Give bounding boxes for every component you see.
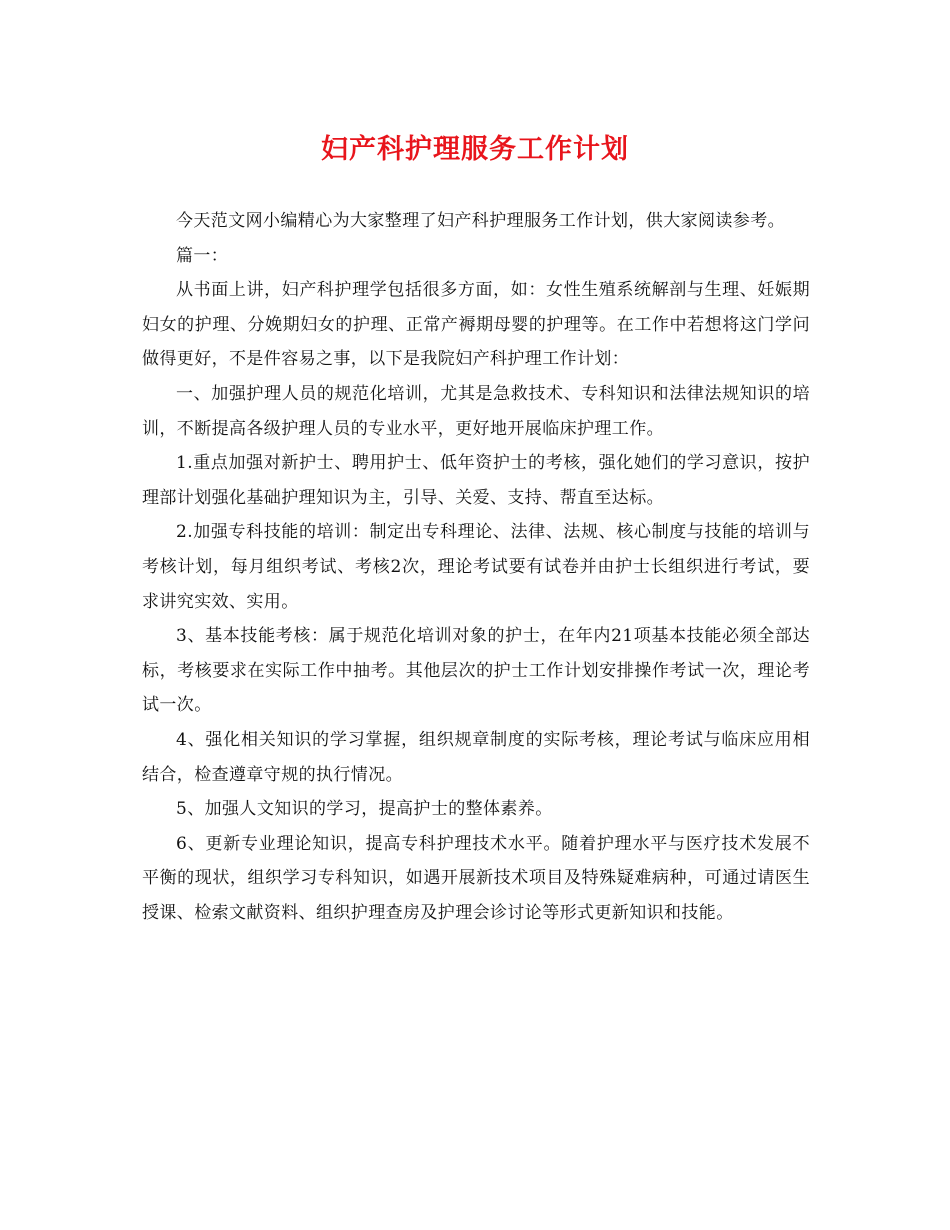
document-title: 妇产科护理服务工作计划 [321,134,629,165]
paragraph-overview: 从书面上讲，妇产科护理学包括很多方面，如：女性生殖系统解剖与生理、妊娠期妇女的护理、分娩期妇女的护理、正常产褥期母婴的护理等。在工作中若想将这门学问做得更好，不是件容易之事，以下是我院妇产科护理工作计划： [142,280,810,370]
paragraph-item-6: 6、更新专业理论知识，提高专科护理技术水平。随着护理水平与医疗技术发展不平衡的现状，组织学习专科知识，如遇开展新技术项目及特殊疑难病种，可通过请医生授课、检索文献资料、组织护理查房及护理会诊讨论等形式更新知识和技能。 [142,833,810,923]
paragraph-item-1: 一、加强护理人员的规范化培训，尤其是急救技术、专科知识和法律法规知识的培训，不断提高各级护理人员的专业水平，更好地开展临床护理工作。 [142,383,810,439]
paragraph-section-label: 篇一： [176,245,229,266]
paragraph-item-1-2: 2.加强专科技能的培训：制定出专科理论、法律、法规、核心制度与技能的培训与考核计划，每月组织考试、考核2次，理论考试要有试卷并由护士长组织进行考试，要求讲究实效、实用。 [142,522,810,612]
paragraph-item-4: 4、强化相关知识的学习掌握，组织规章制度的实际考核，理论考试与临床应用相结合，检查遵章守规的执行情况。 [142,729,810,785]
paragraph-intro: 今天范文网小编精心为大家整理了妇产科护理服务工作计划，供大家阅读参考。 [176,211,785,231]
paragraph-item-5: 5、加强人文知识的学习，提高护士的整体素养。 [176,799,553,820]
document-body [142,204,810,930]
paragraph-item-1-1: 1.重点加强对新护士、聘用护士、低年资护士的考核，强化她们的学习意识，按护理部计划强化基础护理知识为主，引导、关爱、支持、帮直至达标。 [142,453,810,508]
paragraph-item-3: 3、基本技能考核：属于规范化培训对象的护士，在年内21项基本技能必须全部达标，考核要求在实际工作中抽考。其他层次的护士工作计划安排操作考试一次，理论考试一次。 [142,626,810,716]
